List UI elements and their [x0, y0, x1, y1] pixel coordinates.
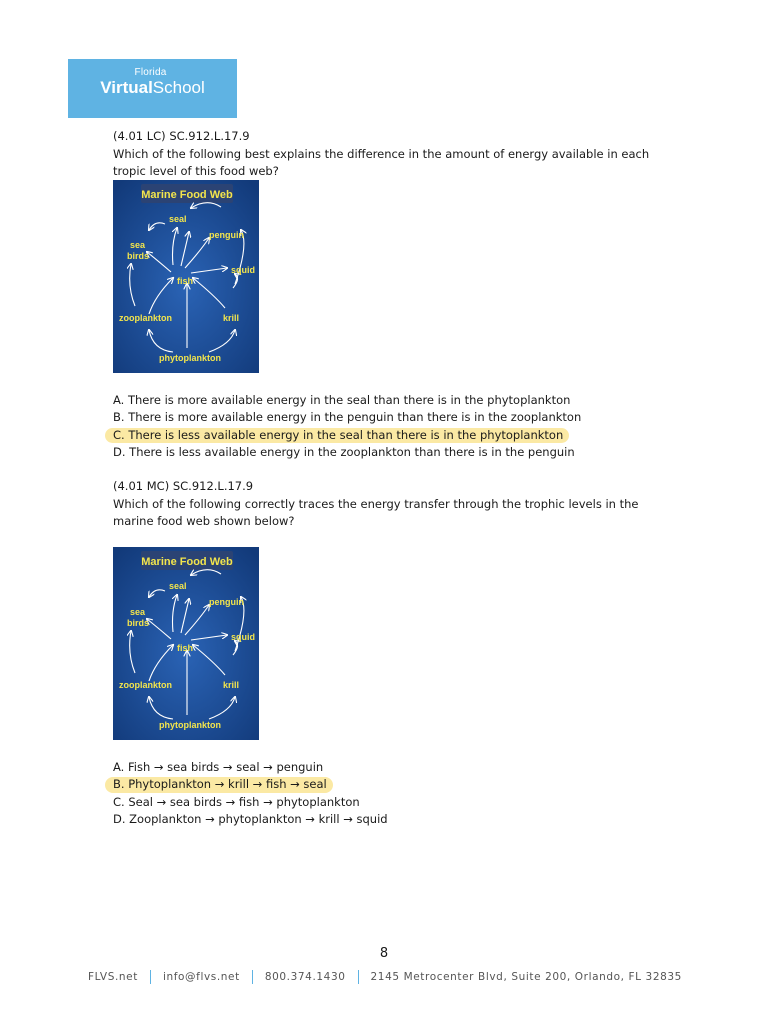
- svg-text:seal: seal: [169, 581, 187, 591]
- svg-text:zooplankton: zooplankton: [119, 680, 172, 690]
- svg-text:birds: birds: [127, 618, 150, 628]
- question-1-code: (4.01 LC) SC.912.L.17.9: [113, 129, 250, 143]
- answer-option-highlighted[interactable]: C. There is less available energy in the seal than there is in the phytoplankton: [113, 427, 563, 444]
- footer-phone: 800.374.1430: [264, 971, 346, 983]
- svg-text:zooplankton: zooplankton: [119, 313, 172, 323]
- footer-site-link[interactable]: FLVS.net: [88, 971, 138, 983]
- food-web-image-1: [113, 180, 259, 373]
- answer-option-highlighted[interactable]: B. Phytoplankton → krill → fish → seal: [113, 776, 327, 793]
- flvs-logo: [68, 59, 237, 118]
- svg-text:phytoplankton: phytoplankton: [159, 353, 221, 363]
- answer-option[interactable]: D. There is less available energy in the zooplankton than there is in the penguin: [113, 444, 575, 459]
- answer-option[interactable]: D. Zooplankton → phytoplankton → krill → squid: [113, 811, 388, 826]
- page-number: 8: [379, 946, 389, 961]
- svg-text:sea: sea: [130, 240, 146, 250]
- food-web-image-2: [113, 547, 259, 740]
- food-web-title: Marine Food Web: [141, 189, 233, 201]
- svg-text:fish: fish: [177, 643, 194, 653]
- footer-address: 2145 Metrocenter Blvd, Suite 200, Orlando, FL 32835: [370, 971, 682, 983]
- food-web-title: Marine Food Web: [141, 556, 233, 568]
- svg-text:penguin: penguin: [209, 597, 244, 607]
- footer-divider: [358, 970, 359, 984]
- svg-text:squid: squid: [231, 632, 255, 642]
- svg-text:penguin: penguin: [209, 230, 244, 240]
- footer-email-link[interactable]: info@flvs.net: [162, 971, 240, 983]
- svg-text:birds: birds: [127, 251, 150, 261]
- logo-line2: VirtualSchool: [100, 78, 205, 97]
- answer-option[interactable]: A. There is more available energy in the seal than there is in the phytoplankton: [113, 393, 571, 407]
- answer-option[interactable]: C. Seal → sea birds → fish → phytoplankton: [113, 794, 360, 809]
- footer: [88, 970, 682, 984]
- question-2-code: (4.01 MC) SC.912.L.17.9: [113, 479, 254, 493]
- logo-line1: Florida: [134, 67, 167, 78]
- question-1-answers: [113, 392, 581, 461]
- footer-divider: [150, 970, 151, 984]
- question-2-answers: [113, 759, 388, 828]
- svg-text:phytoplankton: phytoplankton: [159, 720, 221, 730]
- question-2: [113, 478, 653, 531]
- question-1: [113, 128, 653, 181]
- svg-text:fish: fish: [177, 276, 194, 286]
- svg-text:krill: krill: [223, 313, 240, 323]
- svg-text:krill: krill: [223, 680, 240, 690]
- answer-option[interactable]: A. Fish → sea birds → seal → penguin: [113, 760, 324, 774]
- svg-text:sea: sea: [130, 607, 146, 617]
- svg-text:squid: squid: [231, 265, 255, 275]
- svg-text:seal: seal: [169, 214, 187, 224]
- question-2-prompt: Which of the following correctly traces the energy transfer through the trophic levels in the marine food web shown below?: [113, 496, 639, 528]
- answer-option[interactable]: B. There is more available energy in the penguin than there is in the zooplankton: [113, 410, 582, 425]
- footer-divider: [252, 970, 253, 984]
- question-1-prompt: Which of the following best explains the difference in the amount of energy available in each tropic level of this food web?: [113, 146, 650, 178]
